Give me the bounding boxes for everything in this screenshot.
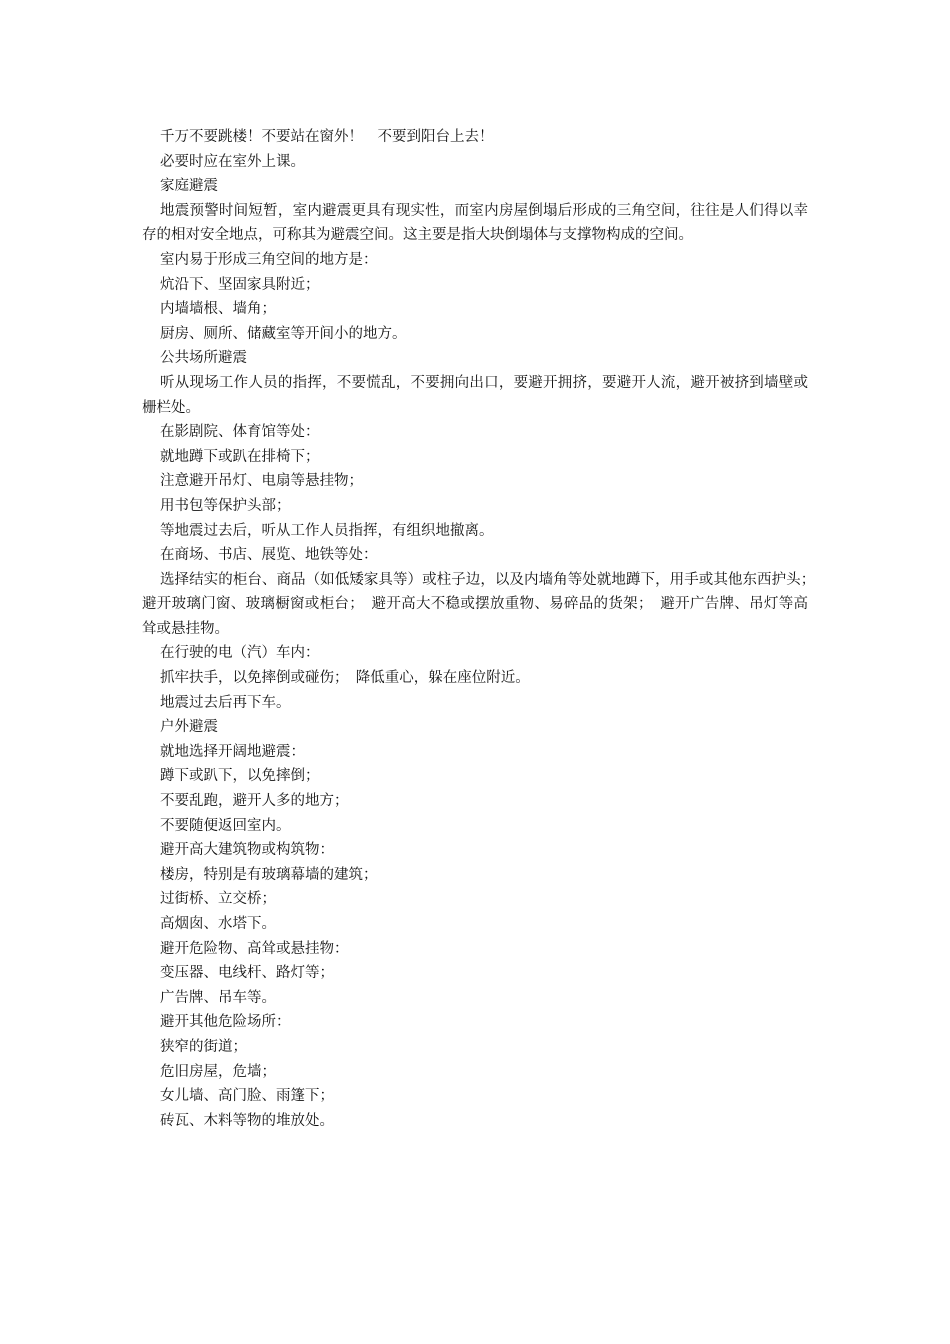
list-item: 用书包等保护头部； (160, 497, 291, 514)
list-item: 注意避开吊灯、电扇等悬挂物； (160, 473, 363, 490)
list-item: 过街桥、立交桥； (160, 891, 276, 908)
paragraph: 避开危险物、高耸或悬挂物： (160, 940, 349, 957)
list-item: 广告牌、吊车等。 (160, 989, 276, 1006)
paragraph: 就地选择开阔地避震： (160, 743, 305, 760)
paragraph: 室内易于形成三角空间的地方是： (160, 251, 378, 268)
paragraph: 避开高大建筑物或构筑物： (160, 842, 334, 859)
paragraph: 选择结实的柜台、商品（如低矮家具等）或柱子边，以及内墙角等处就地蹲下，用手或其他东西护头； 避开玻璃门窗、玻璃橱窗或柜台； 避开高大不稳或摆放重物、易碎品的货架； 避开广告牌、吊灯等高耸或悬挂物。 (142, 571, 823, 637)
paragraph: 必要时应在室外上课。 (160, 153, 305, 170)
list-item: 内墙墙根、墙角； (160, 301, 276, 318)
document-body (142, 125, 823, 1133)
list-item: 等地震过去后，听从工作人员指挥，有组织地撤离。 (160, 522, 494, 539)
paragraph: 在行驶的电（汽）车内： (160, 645, 320, 662)
list-item: 蹲下或趴下，以免摔倒； (160, 768, 320, 785)
list-item: 炕沿下、坚固家具附近； (160, 276, 320, 293)
list-item: 就地蹲下或趴在排椅下； (160, 448, 320, 465)
section-heading: 公共场所避震 (160, 350, 247, 367)
paragraph: 听从现场工作人员的指挥，不要慌乱，不要拥向出口，要避开拥挤，要避开人流，避开被挤到墙壁或栅栏处。 (142, 374, 808, 416)
list-item: 狭窄的街道； (160, 1038, 247, 1055)
list-item: 厨房、厕所、储藏室等开间小的地方。 (160, 325, 407, 342)
list-item: 高烟囱、水塔下。 (160, 916, 276, 932)
paragraph: 在影剧院、体育馆等处： (160, 424, 320, 441)
list-item: 女儿墙、高门脸、雨篷下； (160, 1088, 334, 1105)
list-item: 变压器、电线杆、路灯等； (160, 965, 334, 982)
list-item: 不要随便返回室内。 (160, 817, 291, 834)
section-heading: 家庭避震 (160, 178, 218, 195)
list-item: 不要乱跑，避开人多的地方； (160, 793, 349, 810)
paragraph: 地震预警时间短暂，室内避震更具有现实性，而室内房屋倒塌后形成的三角空间，往往是人们得以幸存的相对安全地点，可称其为避震空间。这主要是指大块倒塌体与支撑物构成的空间。 (142, 202, 808, 244)
paragraph: 避开其他危险场所： (160, 1014, 291, 1031)
section-heading: 户外避震 (160, 719, 218, 736)
list-item: 楼房，特别是有玻璃幕墙的建筑； (160, 866, 378, 883)
paragraph: 在商场、书店、展览、地铁等处： (160, 547, 378, 564)
list-item: 抓牢扶手，以免摔倒或碰伤； 降低重心，躲在座位附近。 (160, 670, 530, 687)
list-item: 危旧房屋，危墙； (160, 1063, 276, 1080)
list-item: 砖瓦、木料等物的堆放处。 (160, 1112, 334, 1129)
list-item: 地震过去后再下车。 (160, 694, 291, 711)
paragraph: 千万不要跳楼！不要站在窗外！ 不要到阳台上去！ (160, 129, 494, 145)
